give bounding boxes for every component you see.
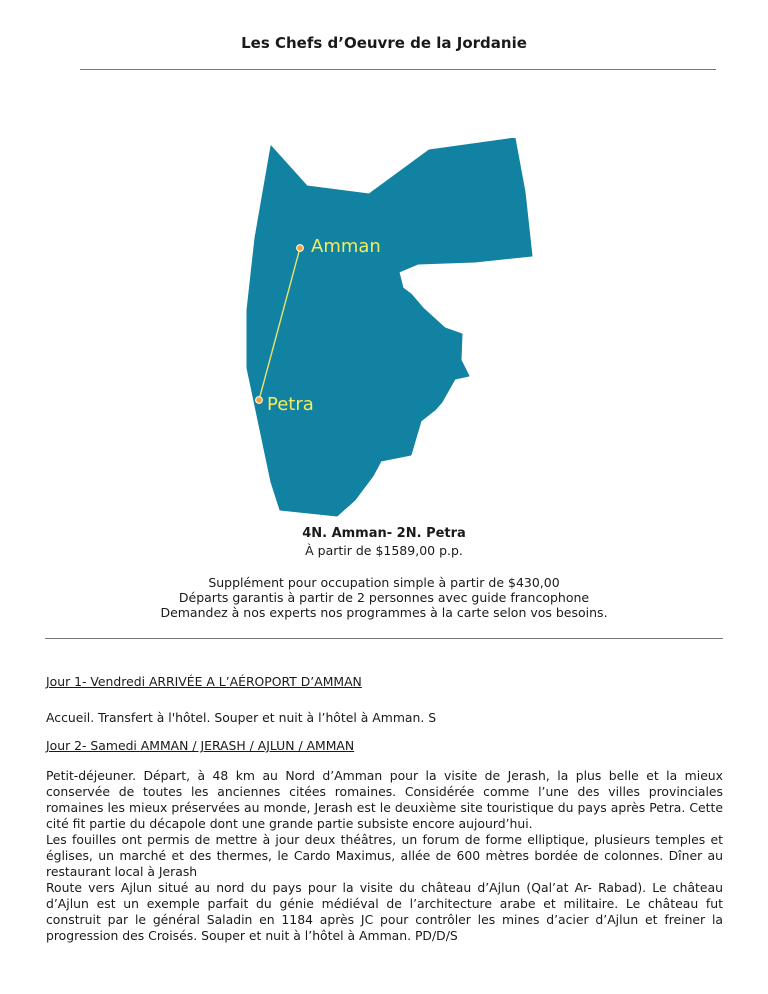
package-price: À partir de $1589,00 p.p. [305, 543, 463, 558]
petra-marker [256, 397, 263, 404]
day1-text: Accueil. Transfert à l'hôtel. Souper et nuit à l’hôtel à Amman. S [46, 710, 437, 725]
note-guaranteed-departures: Départs garantis à partir de 2 personnes avec guide francophone [178, 590, 590, 605]
jordan-shape [247, 138, 532, 516]
middle-divider [45, 638, 723, 639]
package-title: 4N. Amman- 2N. Petra [302, 526, 466, 541]
package-notes [0, 575, 768, 620]
note-single-supplement: Supplément pour occupation simple à partir de $430,00 [208, 575, 560, 590]
day2-heading: Jour 2- Samedi AMMAN / JERASH / AJLUN / AMMAN [46, 738, 355, 753]
day2-paragraph-excavations: Les fouilles ont permis de mettre à jour deux théâtres, un forum de forme elliptique, plusieurs temples et églises, un marché et des thermes, le Cardo Maximus, allée de 600 mètres bordée de colonnes. Dîner au restaurant local à Jerash [46, 832, 723, 879]
petra-label: Petra [267, 394, 314, 415]
amman-label: Amman [311, 236, 381, 257]
document-title: Les Chefs d’Oeuvre de la Jordanie [241, 34, 527, 52]
amman-marker [297, 245, 304, 252]
top-divider [80, 69, 716, 70]
day1-heading: Jour 1- Vendredi ARRIVÉE A L’AÉROPORT D’AMMAN [46, 674, 362, 689]
day2-body [46, 768, 723, 944]
day2-paragraph-ajlun: Route vers Ajlun situé au nord du pays pour la visite du château d’Ajlun (Qal’at Ar- Rabad). Le château d’Ajlun est un exemple parfait du génie médiéval de l’architecture arabe et militaire. Le château fut construit par le général Saladin en 1184 après JC pour contrôler les mines d’acier d’Ajlun et freiner la progression des Croisés. Souper et nuit à l’hôtel à Amman. PD/D/S [46, 880, 723, 943]
day2-paragraph-jerash: Petit-déjeuner. Départ, à 48 km au Nord d’Amman pour la visite de Jerash, la plus belle et la mieux conservée de toutes les anciennes citées romaines. Considérée comme l’une des villes provinciales romaines les mieux préservées au monde, Jerash est le deuxième site touristique du pays après Petra. Cette cité fit partie du décapole dont une grande partie subsiste encore aujourd’hui. [46, 768, 723, 831]
jordan-map [243, 138, 533, 520]
note-custom-programs: Demandez à nos experts nos programmes à la carte selon vos besoins. [160, 605, 608, 620]
